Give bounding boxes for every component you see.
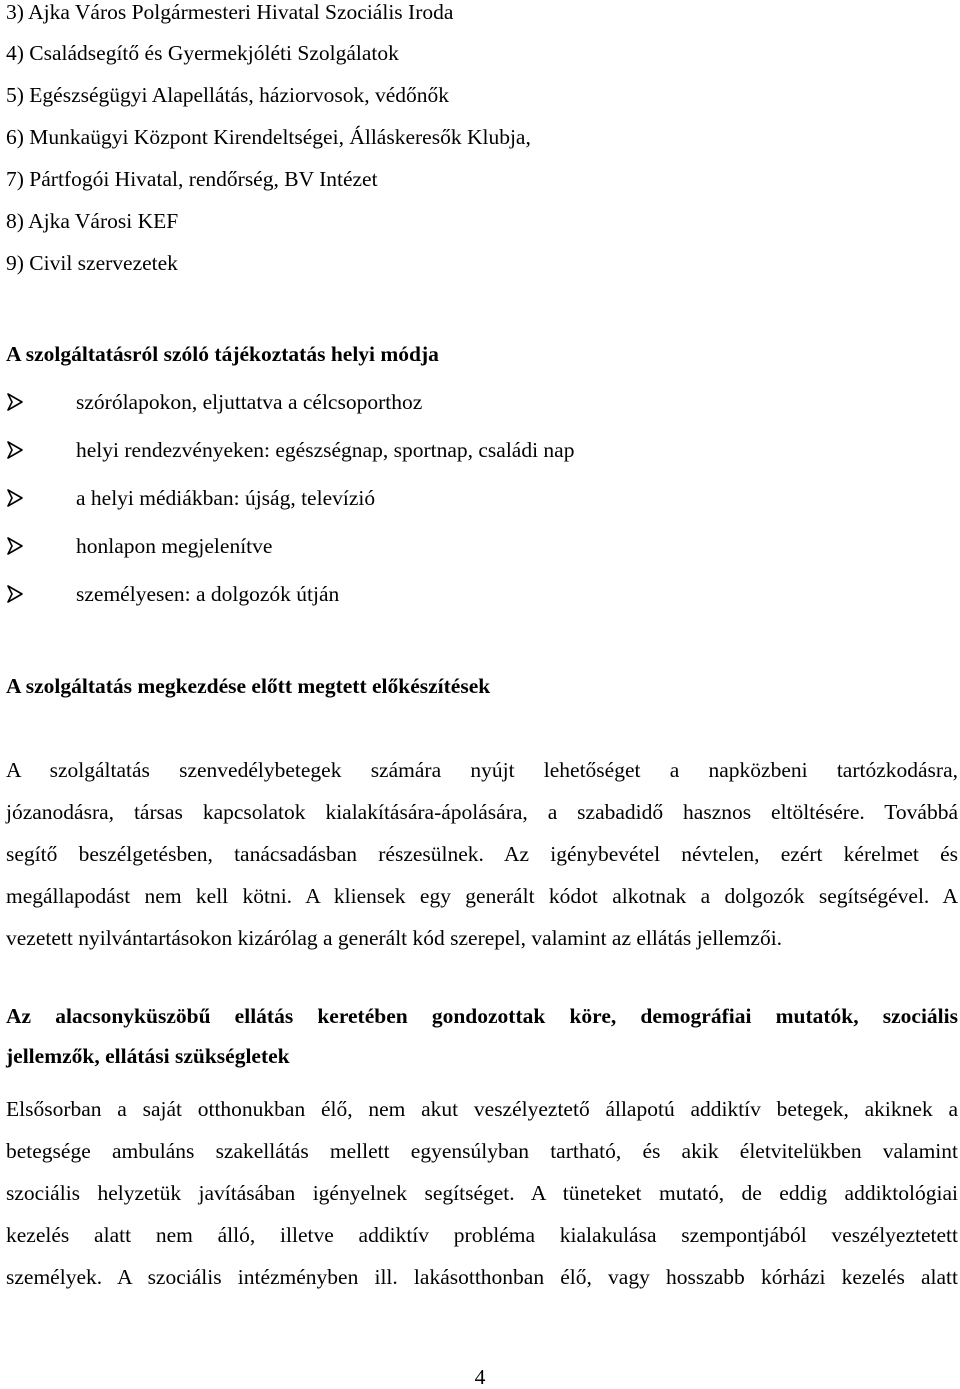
paragraph-line: A szolgáltatás szenvedélybetegek számára nyújt lehetőséget a napközbeni tartózkodásra,: [6, 758, 958, 782]
org-list-item: 3) Ajka Város Polgármesteri Hivatal Szociális Iroda: [6, 0, 454, 24]
paragraph-line: szociális helyzetük javításában igényelnek segítséget. A tüneteket mutató, de eddig addiktológiai: [6, 1181, 958, 1205]
arrow-bullet-icon: [6, 441, 24, 459]
arrow-bullet-icon: [6, 585, 24, 603]
org-list-item: 6) Munkaügyi Központ Kirendeltségei, Álláskeresők Klubja,: [6, 125, 531, 149]
paragraph-line: megállapodást nem kell kötni. A kliensek egy generált kódot alkotnak a dolgozók segítségével. A: [6, 884, 958, 908]
org-list-item: 8) Ajka Városi KEF: [6, 209, 179, 233]
section-heading: A szolgáltatás megkezdése előtt megtett előkészítések: [6, 674, 491, 698]
paragraph-line: segítő beszélgetésben, tanácsadásban részesülnek. Az igénybevétel névtelen, ezért kérelmet és: [6, 842, 958, 866]
bullet-text: a helyi médiákban: újság, televízió: [76, 486, 376, 510]
paragraph: [6, 1096, 958, 1290]
paragraph-line: kezelés alatt nem álló, illetve addiktív probléma kialakulása szempontjából veszélyeztetett: [6, 1223, 958, 1247]
arrow-bullet-icon: [6, 537, 24, 555]
arrow-bullet-icon: [6, 393, 24, 411]
section-heading: [6, 1003, 958, 1069]
paragraph-line: vezetett nyilvántartásokon kizárólag a generált kód szerepel, valamint az ellátás jellemzői.: [6, 926, 783, 950]
paragraph-line: betegsége ambuláns szakellátás mellett egyensúlyban tartható, és akik életvitelükben valamint: [6, 1139, 958, 1163]
heading-line: Az alacsonyküszöbű ellátás keretében gondozottak köre, demográfiai mutatók, szociális: [6, 1004, 958, 1028]
paragraph-line: Elsősorban a saját otthonukban élő, nem akut veszélyeztető állapotú addiktív betegek, akiknek a: [6, 1097, 958, 1121]
paragraph-line: józanodásra, társas kapcsolatok kialakítására-ápolására, a szabadidő hasznos eltöltésére. Továbbá: [6, 800, 958, 824]
section-heading: A szolgáltatásról szóló tájékoztatás helyi módja: [6, 342, 439, 366]
bullet-text: helyi rendezvényeken: egészségnap, sportnap, családi nap: [76, 438, 575, 462]
paragraph: [6, 757, 958, 951]
paragraph-line: személyek. A szociális intézményben ill. lakásotthonban élő, vagy hosszabb kórházi kezelés alatt: [6, 1265, 958, 1289]
org-list-item: 5) Egészségügyi Alapellátás, háziorvosok, védőnők: [6, 83, 450, 107]
org-list-item: 9) Civil szervezetek: [6, 251, 178, 275]
heading-line: jellemzők, ellátási szükségletek: [6, 1044, 290, 1068]
org-list-item: 4) Családsegítő és Gyermekjóléti Szolgálatok: [6, 41, 399, 65]
bullet-text: szórólapokon, eljuttatva a célcsoporthoz: [76, 390, 423, 414]
bullet-text: honlapon megjelenítve: [76, 534, 273, 558]
page-number: 4: [474, 1365, 486, 1389]
arrow-bullet-icon: [6, 489, 24, 507]
bullet-text: személyesen: a dolgozók útján: [76, 582, 340, 606]
org-list-item: 7) Pártfogói Hivatal, rendőrség, BV Intézet: [6, 167, 378, 191]
